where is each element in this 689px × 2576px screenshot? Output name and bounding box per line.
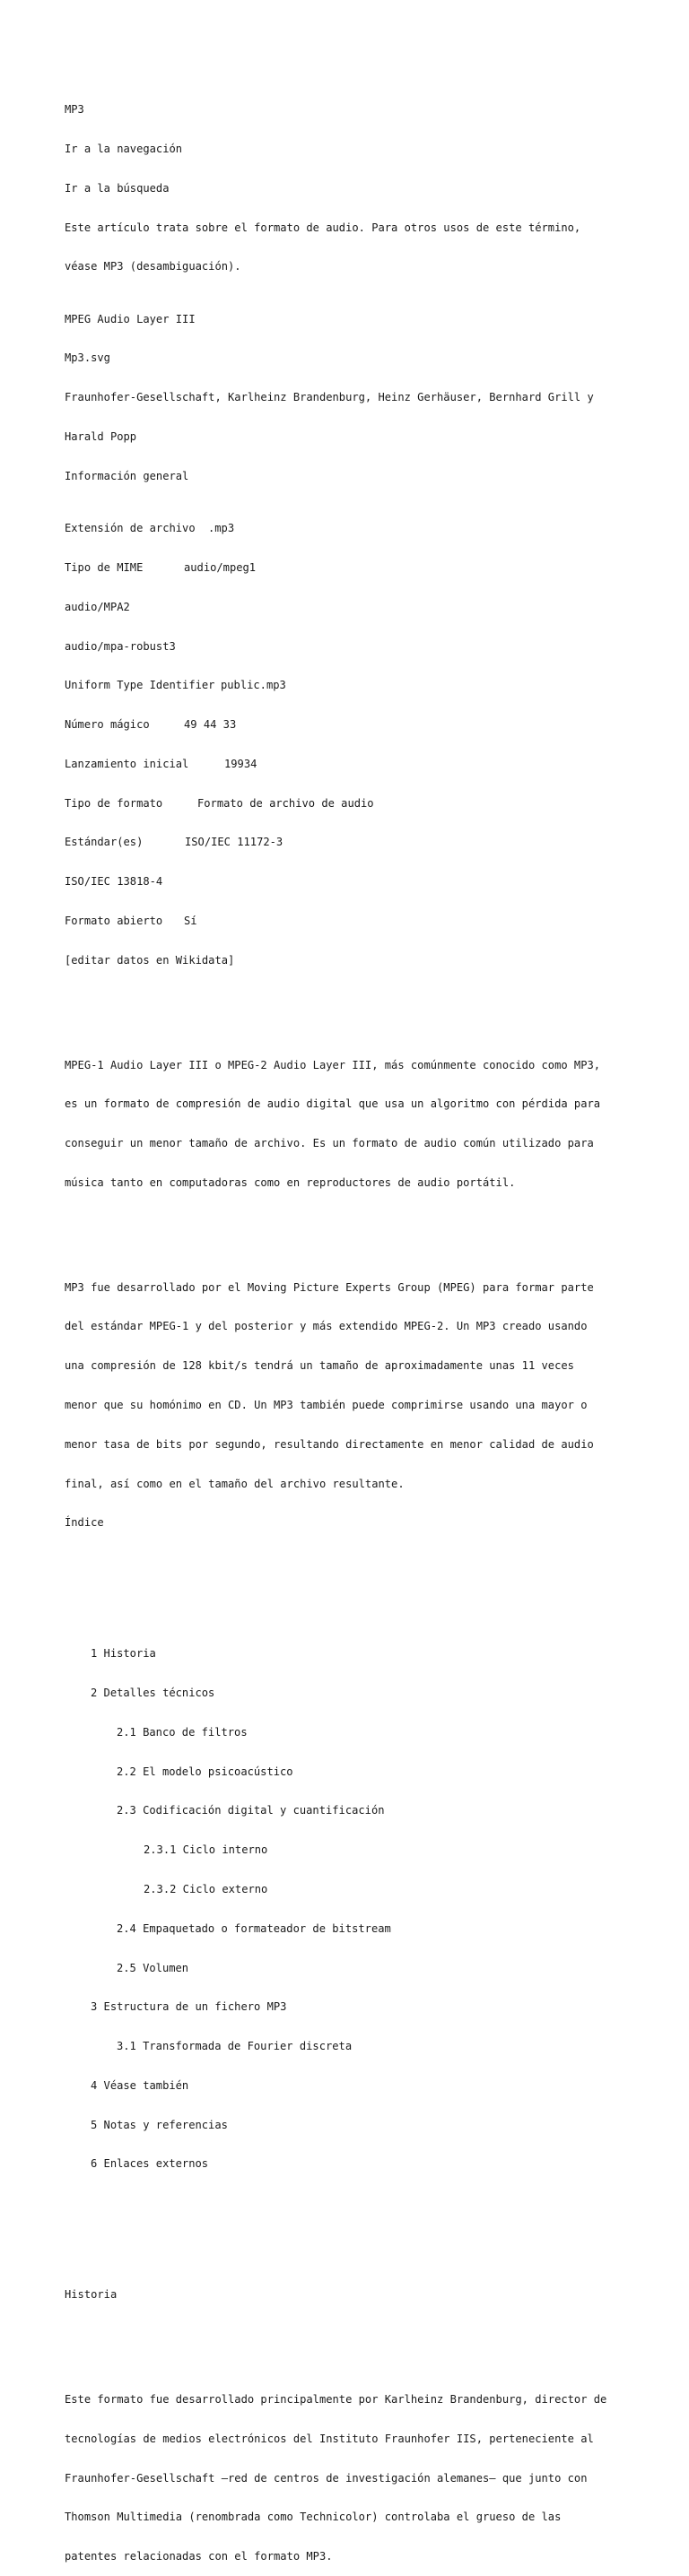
toc-item-historia[interactable]: 1 Historia — [91, 1647, 156, 1661]
infobox-value: 19934 — [224, 757, 257, 770]
infobox-row-mime — [65, 561, 639, 575]
intro-p1-line: conseguir un menor tamaño de archivo. Es un formato de audio común utilizado para — [65, 1137, 594, 1150]
infobox-value: .mp3 — [208, 522, 235, 535]
infobox-label: Tipo de formato — [65, 796, 163, 810]
infobox-label: Formato abierto — [65, 915, 163, 927]
spacer — [65, 2236, 639, 2250]
infobox-label: Uniform Type Identifier — [65, 679, 215, 692]
infobox-value: Sí — [184, 915, 197, 927]
infobox-label: Estándar(es) — [65, 836, 144, 849]
toc-item-ciclo-externo[interactable]: 2.3.2 Ciclo externo — [144, 1882, 268, 1895]
infobox-value-extra: audio/mpa-robust3 — [65, 639, 176, 653]
infobox-image-link[interactable]: Mp3.svg — [65, 351, 110, 365]
toc-item-modelo-psicoacustico[interactable]: 2.2 El modelo psicoacústico — [117, 1765, 293, 1778]
toc-item-codificacion-digital[interactable]: 2.3 Codificación digital y cuantificación — [117, 1804, 385, 1817]
section-heading-historia: Historia — [65, 2288, 118, 2302]
history-paragraph-line: Este formato fue desarrollado principalmente por Karlheinz Brandenburg, director de — [65, 2393, 607, 2407]
toc-item-enlaces-externos[interactable]: 6 Enlaces externos — [91, 2157, 209, 2171]
toc-item-estructura-fichero[interactable]: 3 Estructura de un fichero MP3 — [91, 2000, 287, 2014]
table-of-contents — [65, 1621, 639, 2197]
infobox-label: Extensión de archivo — [65, 522, 196, 535]
infobox-authors-line: Fraunhofer-Gesellschaft, Karlheinz Brandenburg, Heinz Gerhäuser, Bernhard Grill y — [65, 391, 594, 404]
spacer — [65, 1228, 639, 1242]
history-paragraph-line: Fraunhofer-Gesellschaft —red de centros de investigación alemanes— que junto con — [65, 2471, 588, 2485]
infobox-row-open-format — [65, 915, 639, 928]
edit-wikidata-link[interactable]: [editar datos en Wikidata] — [65, 953, 235, 967]
skip-to-search-link[interactable]: Ir a la búsqueda — [65, 181, 170, 195]
infobox-row-initial-release — [65, 758, 639, 771]
toc-item-detalles-tecnicos[interactable]: 2 Detalles técnicos — [91, 1687, 215, 1700]
infobox-section-heading: Información general — [65, 469, 189, 482]
history-paragraph-line: patentes relacionadas con el formato MP3. — [65, 2550, 333, 2563]
skip-to-navigation-link[interactable]: Ir a la navegación — [65, 142, 183, 155]
toc-item-volumen[interactable]: 2.5 Volumen — [117, 1961, 189, 1974]
history-paragraph-line: tecnologías de medios electrónicos del Instituto Fraunhofer IIS, perteneciente al — [65, 2432, 594, 2445]
infobox-label: Tipo de MIME — [65, 560, 144, 574]
infobox-value[interactable]: audio/mpeg1 — [184, 560, 257, 574]
toc-item-vease-tambien[interactable]: 4 Véase también — [91, 2078, 189, 2092]
toc-title: Índice — [65, 1516, 104, 1530]
intro-p2-line: menor que su homónimo en CD. Un MP3 también puede comprimirse usando una mayor o — [65, 1398, 588, 1411]
disambiguation-note-line[interactable]: véase MP3 (desambiguación). — [65, 260, 241, 273]
infobox-row-format-type — [65, 797, 639, 811]
toc-item-banco-de-filtros[interactable]: 2.1 Banco de filtros — [117, 1725, 248, 1739]
infobox-row-extension — [65, 522, 639, 535]
infobox-value: ISO/IEC 11172-3 — [185, 836, 283, 849]
intro-p2-line: MP3 fue desarrollado por el Moving Picture Experts Group (MPEG) para formar parte — [65, 1280, 594, 1294]
intro-p1-line: MPEG-1 Audio Layer III o MPEG-2 Audio Layer III, más comúnmente conocido como MP3, — [65, 1058, 601, 1071]
infobox-value: 49 44 33 — [184, 718, 237, 732]
infobox-authors-line: Harald Popp — [65, 430, 137, 444]
document-body — [65, 77, 639, 2576]
infobox-value-extra: ISO/IEC 13818-4 — [65, 875, 163, 889]
infobox-row-magic-number — [65, 718, 639, 732]
toc-item-transformada-fourier[interactable]: 3.1 Transformada de Fourier discreta — [117, 2040, 353, 2053]
intro-p2-line: menor tasa de bits por segundo, resultando directamente en menor calidad de audio — [65, 1437, 594, 1451]
history-paragraph-line: Thomson Multimedia (renombrada como Technicolor) controlaba el grueso de las — [65, 2511, 562, 2524]
spacer — [65, 1569, 639, 1583]
toc-item-empaquetado[interactable]: 2.4 Empaquetado o formateador de bitstream — [117, 1921, 391, 1935]
intro-p1-line: es un formato de compresión de audio digital que usa un algoritmo con pérdida para — [65, 1097, 601, 1111]
infobox-name: MPEG Audio Layer III — [65, 312, 196, 325]
infobox-row-uti — [65, 679, 639, 692]
infobox-value-extra: audio/MPA2 — [65, 600, 130, 613]
intro-p2-line: del estándar MPEG-1 y del posterior y más extendido MPEG-2. Un MP3 creado usando — [65, 1320, 588, 1333]
spacer — [65, 2341, 639, 2355]
infobox-label: Lanzamiento inicial — [65, 757, 189, 770]
page-title: MP3 — [65, 103, 84, 117]
infobox-row-standards — [65, 836, 639, 849]
spacer — [65, 1006, 639, 1019]
infobox-label: Número mágico — [65, 718, 150, 732]
toc-item-notas-referencias[interactable]: 5 Notas y referencias — [91, 2118, 228, 2131]
intro-p2-line: una compresión de 128 kbit/s tendrá un tamaño de aproximadamente unas 11 veces — [65, 1359, 574, 1373]
intro-p1-line: música tanto en computadoras como en reproductores de audio portátil. — [65, 1175, 516, 1189]
toc-item-ciclo-interno[interactable]: 2.3.1 Ciclo interno — [144, 1843, 268, 1857]
infobox-value: public.mp3 — [221, 679, 286, 692]
disambiguation-note-line: Este artículo trata sobre el formato de audio. Para otros usos de este término, — [65, 221, 581, 234]
infobox-value: Formato de archivo de audio — [197, 796, 374, 810]
intro-p2-line: final, así como en el tamaño del archivo resultante. — [65, 1477, 405, 1490]
